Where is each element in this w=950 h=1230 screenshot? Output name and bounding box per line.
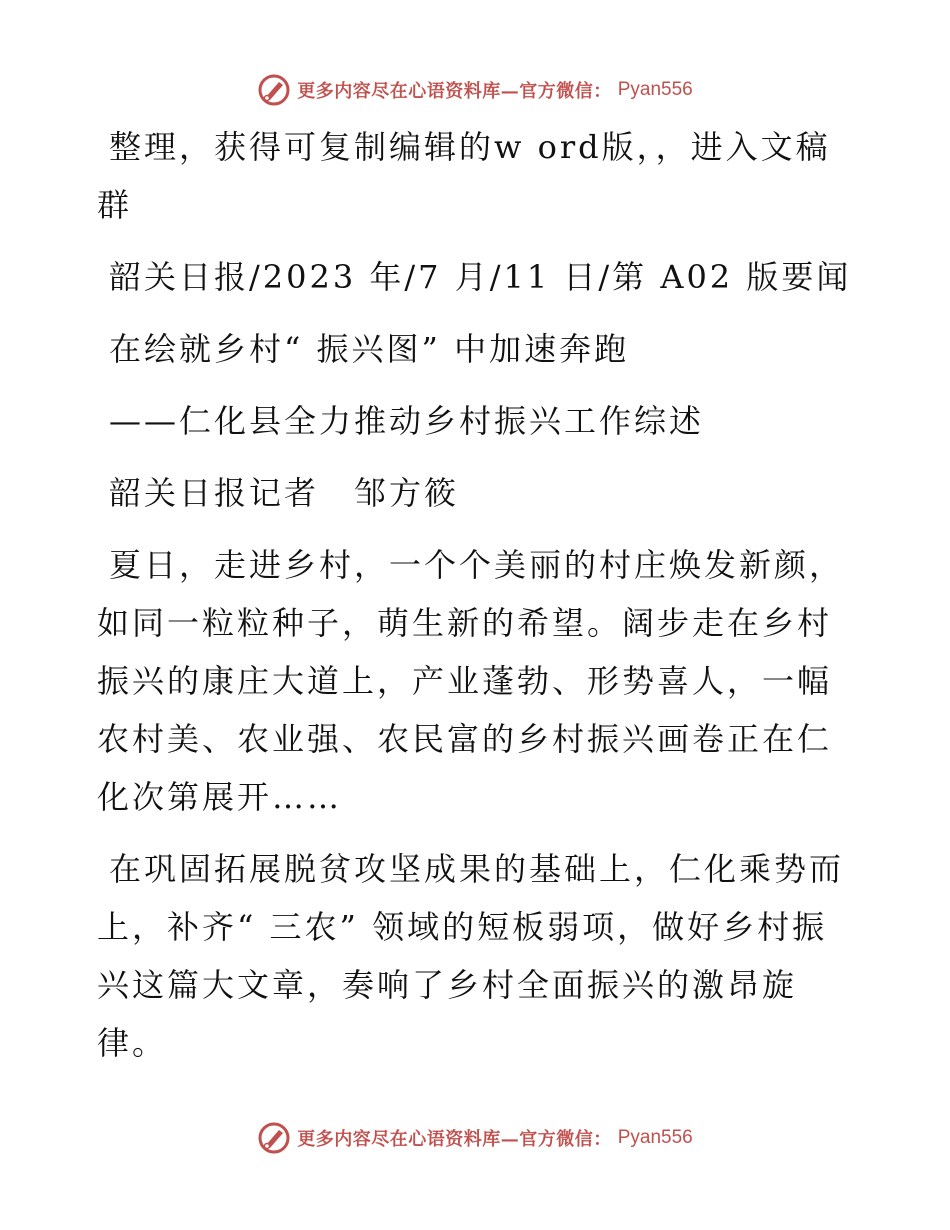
watermark-contact: Pyan556 — [617, 1127, 693, 1148]
header-watermark — [0, 70, 950, 110]
watermark-text: 更多内容尽在心语资料库—官方微信： — [297, 1129, 612, 1150]
article-byline: 韶关日报记者 邹方筱 — [109, 474, 460, 512]
paragraph-source-line: 韶关日报/2023 年/7 月/11 日/第 A02 版要闻 — [109, 258, 852, 296]
watermark-text: 更多内容尽在心语资料库—官方微信： — [297, 81, 612, 102]
paragraph-body-2: 在巩固拓展脱贫攻坚成果的基础上，仁化乘势而上，补齐“ 三农” 领域的短板弱项，做好乡村振兴这篇大文章，奏响了乡村全面振兴的激昂旋律。 — [97, 850, 845, 1062]
document-body — [97, 118, 857, 1086]
paragraph-intro-note: 整理，获得可复制编辑的w ord版，，进入文稿群 — [97, 128, 831, 224]
pen-swirl-logo-icon — [257, 73, 291, 107]
pen-swirl-logo-icon — [257, 1121, 291, 1155]
article-title: 在绘就乡村“ 振兴图” 中加速奔跑 — [109, 330, 630, 368]
paragraph-body-1: 夏日，走进乡村，一个个美丽的村庄焕发新颜，如同一粒粒种子，萌生新的希望。阔步走在乡村振兴的康庄大道上，产业蓬勃、形势喜人，一幅农村美、农业强、农民富的乡村振兴画卷正在仁化次第展开…… — [97, 546, 845, 816]
footer-watermark — [0, 1118, 950, 1158]
article-subtitle: ——仁化县全力推动乡村振兴工作综述 — [109, 402, 705, 440]
watermark-contact: Pyan556 — [617, 79, 693, 100]
